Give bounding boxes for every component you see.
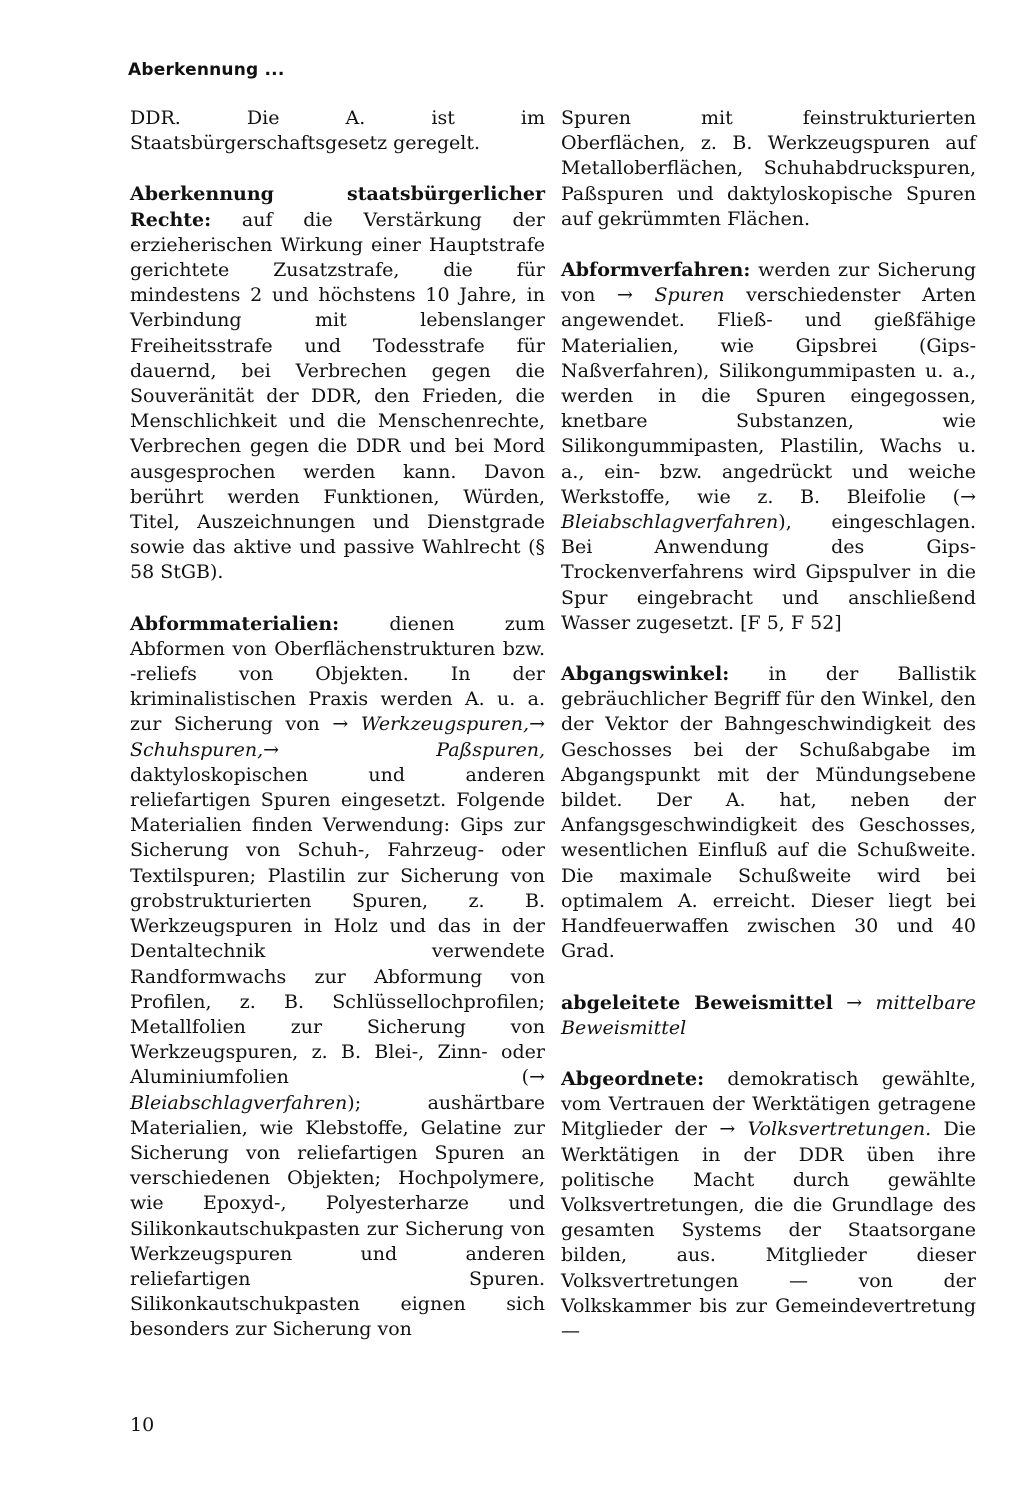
lemma: Abformverfahren: <box>561 259 751 282</box>
arrow-icon: → <box>263 738 280 761</box>
definition-text: werden zur Sicherung von <box>561 259 976 307</box>
entry-abgeordnete <box>561 1067 976 1344</box>
arrow-icon: → <box>529 713 545 736</box>
entry-aberkennung-staatsbuergerlicher-rechte <box>130 182 545 585</box>
page-number: 10 <box>130 1414 155 1436</box>
definition-text: ), eingeschlagen. Bei Anwendung des Gips-Trockenverfahrens wird Gipspulver in die Spur eingebracht und anschließend Wasser zugesetzt. [F 5, F 52] <box>561 511 976 634</box>
cross-reference: Paßspuren, <box>436 738 545 761</box>
running-head: Aberkennung ... <box>128 60 285 80</box>
arrow-icon: → <box>332 713 349 736</box>
cross-reference: Spuren <box>654 284 725 307</box>
cross-reference: Bleiabschlagverfahren <box>130 1091 348 1114</box>
lemma: Aberkennung staatsbürgerlicher Rechte: <box>130 183 545 231</box>
entry-abformverfahren <box>561 258 976 636</box>
definition-text: daktyloskopischen und anderen reliefartigen Spuren eingesetzt. Folgende Materialien finden Verwendung: Gips zur Sicherung von Schuh-, Fahrzeug- oder Textilspuren; Plastilin zur Sicherung von grobstrukturierten Spuren, z. B. Werkzeugspuren in Holz und das in der Dentaltechnik verwendete Randformwachs zur Abformung von Profilen, z. B. Schlüssellochprofilen; Metallfolien zur Sicherung von Werkzeugspuren, z. B. Blei-, Zinn- oder Aluminiumfolien ( <box>130 763 545 1089</box>
definition-text: ); aushärtbare Materialien, wie Klebstoffe, Gelatine zur Sicherung von reliefartigen Spuren an verschiedenen Objekten; Hochpolymere, wie Epoxyd-, Polyesterharze und Silikonkautschukpasten zur Sicherung von Werkzeugspuren und anderen reliefartigen Spuren. Silikonkautschukpasten eignen sich besonders zur Sicherung von <box>130 1091 545 1341</box>
definition-text: in der Ballistik gebräuchlicher Begriff für den Winkel, den der Vektor der Bahngeschwindigkeit des Geschosses bei der Schußabgabe im Abgangspunkt mit der Mündungsebene bildet. Der A. hat, neben der Anfangsgeschwindigkeit des Geschosses, wesentlichen Einfluß auf die Schußweite. Die maximale Schußweite wird bei optimalem A. erreicht. Dieser liegt bei Handfeuerwaffen zwischen 30 und 40 Grad. <box>561 663 976 963</box>
cross-reference: Bleiabschlagverfahren <box>561 511 779 534</box>
lemma: Abformmaterialien: <box>130 612 340 635</box>
right-column <box>561 106 976 1370</box>
cross-reference: mittelbare Beweismittel <box>561 991 976 1039</box>
arrow-icon: → <box>719 1118 736 1141</box>
cross-reference: Volksvertretungen. <box>747 1118 932 1141</box>
left-column <box>130 106 545 1369</box>
lemma: Abgangswinkel: <box>561 663 730 686</box>
definition-text: Die Werktätigen in der DDR üben ihre politische Macht durch gewählte Volksvertretungen, die die Grundlage des gesamten Systems der Staatsorgane bilden, aus. Mitglieder dieser Volksvertretungen — von der Volkskammer bis zur Gemeindevertretung — <box>561 1118 977 1342</box>
continuation-text: Spuren mit feinstrukturierten Oberflächen, z. B. Werkzeugspuren auf Metalloberflächen, Schuhabdruckspuren, Paßspuren und daktyloskopische Spuren auf gekrümmten Flächen. <box>561 107 976 230</box>
entry-abgangswinkel <box>561 662 976 964</box>
continuation-text: DDR. Die A. ist im Staatsbürgerschaftsgesetz geregelt. <box>130 107 545 155</box>
lemma: abgeleitete Beweismittel <box>561 991 833 1014</box>
definition-text: dienen zum Abformen von Oberflächenstrukturen bzw. -reliefs von Objekten. In der kriminalistischen Praxis werden A. u. a. zur Sicherung von <box>130 612 545 736</box>
definition-text: auf die Verstärkung der erzieherischen Wirkung einer Hauptstrafe gerichtete Zusatzstrafe, die für mindestens 2 und höchstens 10 Jahre, in Verbindung mit lebenslanger Freiheitsstrafe und Todesstrafe für dauernd, bei Verbrechen gegen die Souveränität der DDR, den Frieden, die Menschlichkeit und die Menschenrechte, Verbrechen gegen die DDR und bei Mord ausgesprochen werden kann. Davon berührt werden Funktionen, Würden, Titel, Auszeichnungen und Dienstgrade sowie das aktive und passive Wahlrecht (§ 58 StGB). <box>130 208 545 584</box>
definition-text: demokratisch gewählte, vom Vertrauen der Werktätigen getragene Mitglieder der <box>561 1067 976 1141</box>
entry-abformmaterialien <box>130 612 545 1343</box>
lemma: Abgeordnete: <box>561 1067 705 1090</box>
definition-text: verschiedenster Arten angewendet. Fließ- und gießfähige Materialien, wie Gipsbrei (Gips-Naßverfahren), Silikongummipasten u. a., werden in die Spuren eingegossen, knetbare Substanzen, wie Silikongummipasten, Plastilin, Wachs u. a., ein- bzw. angedrückt und weiche Werkstoffe, wie z. B. Bleifolie ( <box>561 284 976 508</box>
entry-abgeleitete-beweismittel <box>561 991 976 1041</box>
arrow-icon: → <box>846 991 863 1014</box>
cross-reference: Schuhspuren, <box>130 738 264 761</box>
arrow-icon: → <box>960 485 976 508</box>
cross-reference: Werkzeugspuren, <box>360 713 530 736</box>
arrow-icon: → <box>529 1066 545 1089</box>
arrow-icon: → <box>617 284 633 307</box>
